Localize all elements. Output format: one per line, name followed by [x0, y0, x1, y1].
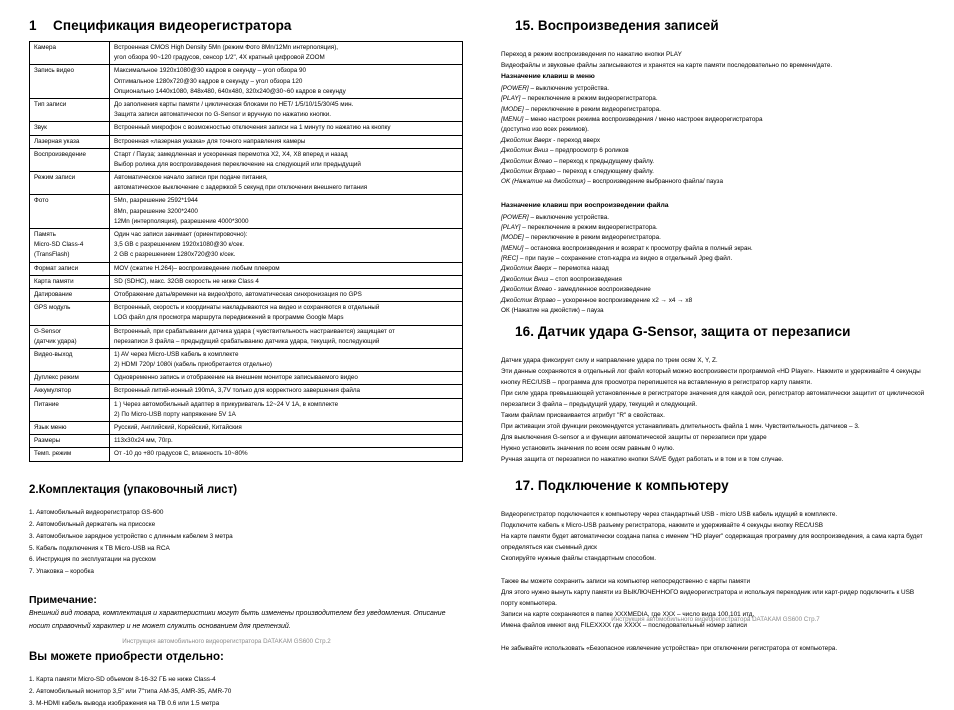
spec-row-key — [30, 398, 110, 421]
spec-value-line: Максимальное 1920x1080@30 кадров в секунду – угол обзора 90 — [114, 67, 306, 75]
key-binding-row — [501, 157, 930, 167]
spec-value-line: SD (SDHC), макс. 32GB скорость не ниже Class 4 — [114, 277, 259, 285]
section-2-title: Комплектация (упаковочный лист) — [38, 483, 238, 496]
body-line: Для этого нужно вынуть карту памяти из ВЫКЛЮЧЕННОГО видеорегистратора и используя переходник или карт-ридер подключить к USB порту компьютера. — [501, 588, 915, 607]
key-binding-row — [501, 105, 930, 115]
key-binding-row — [501, 115, 930, 125]
spec-value-line: До заполнения карты памяти / циклическая блоками по НЕТ/ 1/5/10/15/30/45 мин. — [114, 100, 354, 108]
spec-key-line: Размеры — [34, 437, 61, 445]
spec-value-line: 8Mn, разрешение 3200*2400 — [114, 207, 198, 215]
spec-row-key — [30, 135, 110, 148]
section-1-number: 1 — [29, 18, 37, 33]
spec-row-value — [110, 348, 463, 371]
spec-value-line: 2) По Micro-USB порту напряжение 5V 1A — [114, 410, 236, 418]
spec-key-line: Звук — [34, 124, 47, 132]
spec-value-line: Отображение даты/времени на видео/фото, автоматическая синхронизация по GPS — [114, 290, 362, 298]
right-page — [477, 0, 954, 675]
key-description: – ускоренное воспроизведение х2 → х4 → х8 — [555, 296, 693, 304]
body-line: Датчик удара фиксирует силу и направление удара по трем осям X, Y, Z. — [501, 357, 718, 365]
spec-value-line: 3,5 GB с разрешением 1920x1080@30 к/сек. — [114, 241, 245, 249]
spec-value-line: угол обзора 90~120 градусов, сенсор 1/2", 4X кратный цифровой ZOOM — [114, 54, 325, 62]
key-description: – переключение в режим видеорегистратора. — [520, 223, 658, 231]
intro-line: Видеофайлы и звуковые файлы записываются и хранятся на карте памяти последовательно по времени/дате. — [501, 62, 833, 70]
list-item: 7. Упаковка – коробка — [29, 568, 94, 576]
spec-value-line: 5Mn, разрешение 2592*1944 — [114, 197, 198, 205]
spec-value-line: Оптимальное 1280x720@30 кадров в секунду – угол обзора 120 — [114, 77, 303, 85]
spec-key-line: (TransFlash) — [34, 251, 70, 259]
spec-value-line: Опционально 1440x1080, 848x480, 640x480, 320x240@30~60 кадров в секунду — [114, 87, 346, 95]
spec-row-value — [110, 42, 463, 65]
key-binding-row — [501, 264, 930, 274]
spec-row — [30, 288, 463, 301]
menu-keys-heading: Назначение клавиш в меню — [501, 73, 595, 81]
spec-row-value — [110, 98, 463, 121]
key-description: – переключение в режим видеорегистратора. — [523, 105, 661, 113]
specification-table — [29, 41, 463, 462]
spec-value-line: 1 ) Через автомобильный адаптер в прикуриватель 12~24 V 1A, в комплекте — [114, 400, 339, 408]
body-line: Скопируйте нужные файлы стандартным способом. — [501, 554, 656, 562]
key-description: – меню настроек режима воспроизведения / меню настроек видеорегистратора — [523, 116, 763, 124]
key-binding-row — [501, 177, 930, 187]
key-binding-row — [501, 306, 930, 316]
left-page — [0, 0, 477, 707]
spec-key-line: Запись видео — [34, 67, 74, 75]
key-binding-row — [501, 167, 930, 177]
spec-key-line: (датчик удара) — [34, 337, 77, 345]
spec-value-line: Русский, Английский, Корейский, Китайския — [114, 424, 242, 431]
spec-row-value — [110, 372, 463, 385]
spec-row-key — [30, 195, 110, 229]
list-item: 5. Кабель подключения к ТВ Micro-USB на RCA — [29, 544, 170, 552]
spec-row — [30, 372, 463, 385]
spec-key-line: GPS модуль — [34, 304, 71, 312]
key-description: – переход к следующему файлу. — [555, 167, 654, 175]
left-page-footer: Инструкция автомобильного видеорегистратора DATAKAM GS600 Стр.2 — [122, 637, 331, 645]
spec-row-key — [30, 288, 110, 301]
body-line: Подключите кабель к Micro-USB разъему регистратора, нажмите и удерживайте 4 секунды кнопку REC/USB — [501, 521, 824, 529]
key-binding-row — [501, 223, 930, 233]
spec-row — [30, 448, 463, 461]
spec-row-value — [110, 172, 463, 195]
spec-row — [30, 385, 463, 398]
key-name: Джойстик Вправо — [501, 296, 556, 304]
spec-key-line: Формат записи — [34, 264, 79, 272]
spec-value-line: автоматическое выключение с задержкой 5 секунд при отключении внешнего питания — [114, 184, 368, 192]
spec-row-value — [110, 195, 463, 229]
key-binding-row — [501, 254, 930, 264]
playback-keys-heading: Назначение клавиш при воспроизведении файла — [501, 201, 669, 209]
spec-key-line: Темп. режим — [34, 450, 72, 458]
key-name: [POWER] — [501, 84, 529, 92]
key-description: – остановка воспроизведения и возврат к просмотру файла в полный экран. — [523, 244, 753, 252]
spec-row-key — [30, 302, 110, 325]
section-2-heading — [29, 482, 447, 499]
key-binding-row — [501, 296, 930, 306]
spec-value-line: перезаписи 3 файла – предыдущий срабатыванию датчика удара, текущий, последующий — [114, 337, 380, 345]
spec-row — [30, 348, 463, 371]
body-line: Нужно установить значения по всем осям равным 0 нулю. — [501, 445, 675, 453]
section-16-body — [501, 355, 930, 465]
spec-row-key — [30, 148, 110, 171]
spec-value-line: Встроенная «лазерная указка» для точного направления камеры — [114, 137, 306, 145]
spec-key-line: G-Sensor — [34, 327, 61, 335]
spec-row-value — [110, 435, 463, 448]
spec-key-line: Лазерная указа — [34, 137, 80, 145]
spec-key-line: Аккумулятор — [34, 387, 72, 395]
key-name: Джойстик Влево — [501, 286, 553, 294]
key-name: [PLAY] — [501, 95, 521, 103]
spec-row — [30, 172, 463, 195]
section-17-block-3 — [501, 643, 930, 654]
spec-row-key — [30, 435, 110, 448]
spec-value-line: Выбор ролика для воспроизведения переключение на следующий или предыдущий — [114, 160, 361, 168]
spec-value-line: Защита записи автоматически по G-Sensor и вручную по нажатию кнопки. — [114, 111, 332, 119]
spec-row — [30, 98, 463, 121]
spec-row — [30, 435, 463, 448]
spec-row-key — [30, 348, 110, 371]
section-1-title: Спецификация видеорегистратора — [53, 18, 292, 33]
key-description: – переключение в режим видеорегистратора. — [520, 95, 658, 103]
spec-row — [30, 122, 463, 135]
menu-keys-list — [501, 84, 930, 188]
note-body: Внешний вид товара, комплектация и характеристики могут быть изменены производителем без уведомления. Описание носит справочный характер и не может служить основанием для претензий. — [29, 610, 446, 630]
key-description: - переход вверх — [551, 136, 601, 144]
spec-key-line: Карта памяти — [34, 277, 74, 285]
spec-key-line: Камера — [34, 44, 57, 51]
spec-key-line: Язык меню — [34, 424, 67, 431]
spec-row-value — [110, 148, 463, 171]
key-binding-row — [501, 94, 930, 104]
spec-row-key — [30, 372, 110, 385]
spec-row-value — [110, 229, 463, 263]
spec-row-key — [30, 325, 110, 348]
optional-purchase-list — [29, 674, 447, 710]
key-name: [PLAY] — [501, 223, 521, 231]
spec-row — [30, 42, 463, 65]
spec-row — [30, 148, 463, 171]
spec-value-line: 1) AV через Micro-USB кабель в комплекте — [114, 350, 239, 358]
body-line: Имена файлов имеют вид FILEXXXX где XXXX – последовательный номер записи — [501, 621, 747, 629]
key-name: [MENU] — [501, 116, 524, 124]
spec-value-line: Встроенный литий-ионный 190mA, 3,7V только для корректного завершения файла — [114, 387, 361, 395]
spec-value-line: Встроенный, скорость и координаты накладываются на видео и сохраняются в отдельный — [114, 304, 380, 312]
key-binding-row — [501, 275, 930, 285]
spec-row — [30, 398, 463, 421]
key-name: Джойстик Вправо — [501, 167, 556, 175]
spec-key-line: Тип записи — [34, 100, 67, 108]
spec-value-line: Одновременно запись и отображение на внешнем мониторе записываемого видео — [114, 374, 358, 382]
key-description: – предпросмотр 6 роликов — [548, 147, 629, 155]
body-line: Также вы можете сохранить записи на компьютер непосредственно с карты памяти — [501, 577, 751, 585]
spec-row-value — [110, 422, 463, 435]
spec-value-line: Автоматическое начало записи при подаче питания, — [114, 174, 268, 182]
spec-row — [30, 422, 463, 435]
spec-row-value — [110, 288, 463, 301]
body-line: Не забывайте использовать «Безопасное извлечение устройства» при отключении регистратора от компьютера. — [501, 644, 838, 652]
list-item: 3. M-HDMI кабель вывода изображения на ТВ 0.6 или 1.5 метра — [29, 699, 220, 707]
key-description: – переключение в режим видеорегистратора. — [523, 234, 661, 242]
key-name: [MODE] — [501, 105, 524, 113]
body-line: Эти данные сохраняются в отдельный лог файл который можно воспроизвести программой «HD Player». Нажмите и удерживайте 4 секунды кнопку REC/USB – программа для просмотра перепишется на вставленную в регистратор карту памяти. — [501, 368, 921, 387]
key-description: - замедленное воспроизведение — [552, 286, 651, 294]
spec-row-value — [110, 398, 463, 421]
key-name: [POWER] — [501, 213, 529, 221]
spec-key-line: Питание — [34, 400, 59, 408]
key-name: OK (Нажатие на джойстик) — [501, 178, 586, 186]
body-line: На карте памяти будет автоматически создана папка с именем "HD player" содержащая программу для воспроизведения, а сама карта будет определяться как съемный диск — [501, 532, 923, 551]
body-line: Таким файлам присваивается атрибут "R" в свойствах. — [501, 412, 665, 420]
note-heading: Примечание: — [29, 594, 97, 607]
body-line: Записи на карте сохраняются в папке XXXMEDIA, где XXX – число вида 100,101 итд. — [501, 610, 755, 618]
key-binding-row — [501, 244, 930, 254]
key-name: Джойстик Вниз — [501, 275, 549, 283]
key-binding-row — [501, 213, 930, 223]
specification-table-body — [30, 42, 463, 462]
body-line: При силе удара превышающей установленные в регистраторе значения для каждой оси, регистратор автоматически защитит от циклической перезаписи 3 файла – предыдущий удару, текущий и следующий. — [501, 390, 925, 409]
section-15-heading: 15. Воспроизведения записей — [515, 18, 719, 33]
section-17-block-1 — [501, 509, 930, 564]
spec-value-line: 12Mn (интерполяция), разрешение 4000*3000 — [114, 217, 249, 225]
spec-value-line: Встроенный, при срабатывании датчика удара ( чувствительность настраивается) защищает от — [114, 327, 395, 335]
body-line: Видеорегистратор подключается к компьютеру через стандартный USB - micro USB кабель идущий в комплекте. — [501, 510, 838, 518]
body-line: При активации этой функции рекомендуется устанавливать длительность файла 1 мин. Чувствительность датчиков – 3. — [501, 423, 860, 431]
spec-row-key — [30, 229, 110, 263]
spec-row-key — [30, 448, 110, 461]
spec-value-line: 2 GB с разрешением 1280x720@30 к/сек. — [114, 251, 236, 259]
section-15-intro — [501, 49, 930, 71]
key-description: ОК (Нажатие на джойстик) – пауза — [501, 306, 604, 314]
spec-key-line: Воспроизведение — [34, 150, 86, 158]
intro-line: Переход в режим воспроизведения по нажатию кнопки PLAY — [501, 51, 682, 58]
key-binding-row — [501, 146, 930, 156]
key-description: – воспроизведение выбранного файла/ пауза — [585, 178, 724, 186]
spec-value-line: 113х30х24 мм, 70гр. — [114, 437, 173, 445]
spec-row — [30, 262, 463, 275]
key-binding-row — [501, 84, 930, 94]
list-item: 2. Автомобильный держатель на присоске — [29, 520, 156, 528]
spec-value-line: Встроенная CMOS High Density 5Mn (режим Фото 8Mn/12Mn интерполяция), — [114, 44, 339, 51]
key-binding-row — [501, 125, 930, 135]
list-item: 2. Автомобильный монитор 3,5" или 7"типа AM-35, AMR-35, AMR-70 — [29, 687, 232, 695]
spec-row-key — [30, 275, 110, 288]
spec-row-key — [30, 262, 110, 275]
key-binding-row — [501, 136, 930, 146]
spec-key-line: Фото — [34, 197, 49, 205]
section-1-heading — [29, 18, 447, 33]
spec-row-key — [30, 42, 110, 65]
key-name: Джойстик Вверх — [501, 265, 552, 273]
key-name: [MODE] — [501, 234, 524, 242]
key-binding-row — [501, 233, 930, 243]
key-name: Джойстик Вниз — [501, 147, 549, 155]
spec-row-key — [30, 422, 110, 435]
key-name: [MENU] — [501, 244, 524, 252]
spec-row-value — [110, 325, 463, 348]
key-description: (доступно изо всех режимов). — [501, 126, 589, 134]
spec-row-value — [110, 122, 463, 135]
section-16-heading: 16. Датчик удара G-Sensor, защита от перезаписи — [515, 324, 851, 340]
right-page-footer: Инструкция автомобильного видеорегистратора DATAKAM GS600 Стр.7 — [611, 615, 820, 623]
spec-key-line: Micro-SD Class-4 — [34, 241, 84, 249]
spec-row — [30, 275, 463, 288]
playback-keys-list — [501, 213, 930, 317]
spec-row-value — [110, 65, 463, 99]
spec-row-key — [30, 122, 110, 135]
spec-value-line: Один час записи занимает (ориентировочно): — [114, 231, 248, 238]
spec-row — [30, 229, 463, 263]
spec-value-line: LOG файл для просмотра маршрута передвижений в программе Google Maps — [114, 314, 344, 322]
spec-key-line: Дуплекс режим — [34, 374, 79, 382]
spec-row-value — [110, 302, 463, 325]
spec-row-key — [30, 98, 110, 121]
spec-key-line: Память — [34, 231, 56, 238]
spec-row — [30, 325, 463, 348]
list-item: 1. Автомобильный видеорегистратор GS-600 — [29, 508, 164, 516]
spec-row — [30, 302, 463, 325]
key-name: [REC] — [501, 255, 519, 263]
key-description: – перемотка назад — [551, 265, 609, 273]
package-contents-list — [29, 507, 447, 578]
key-description: – выключение устройства. — [528, 213, 610, 221]
spec-value-line: От -10 до +80 градусов С, влажность 10~80% — [114, 450, 248, 458]
section-17-heading: 17. Подключение к компьютеру — [515, 477, 729, 493]
spec-row-key — [30, 65, 110, 99]
key-description: – переход к предыдущему файлу. — [552, 157, 655, 165]
spec-row — [30, 65, 463, 99]
spec-row — [30, 135, 463, 148]
optional-purchase-heading: Вы можете приобрести отдельно: — [29, 650, 224, 663]
spec-value-line: Старт / Пауза; замедленная и ускоренная перемотка X2, X4, X8 вперед и назад — [114, 150, 348, 158]
key-binding-row — [501, 285, 930, 295]
spec-value-line: Встроенный микрофон с возможностью отключения записи на 1 минуту по нажатию на кнопку — [114, 124, 391, 132]
spec-key-line: Датирование — [34, 290, 73, 298]
key-name: Джойстик Влево — [501, 157, 553, 165]
key-name: Джойстик Вверх — [501, 136, 552, 144]
key-description: – стоп воспроизведения — [548, 275, 622, 283]
spec-value-line: MOV (сжатие H.264)– воспроизведение любым плеером — [114, 264, 280, 272]
section-2-number: 2. — [29, 483, 39, 496]
spec-row-value — [110, 275, 463, 288]
spec-key-line: Режим записи — [34, 174, 76, 182]
body-line: Ручная защита от перезаписи по нажатию кнопки SAVE будет работать и в том и в том случае. — [501, 456, 784, 464]
list-item: 6. Инструкция по эксплуатации на русском — [29, 556, 156, 564]
spec-row-value — [110, 262, 463, 275]
body-line: Для выключения G-sensor a и функции автоматической защиты от перезаписи при ударе — [501, 434, 767, 442]
spec-row-key — [30, 385, 110, 398]
spec-row-value — [110, 135, 463, 148]
spec-row-value — [110, 385, 463, 398]
key-description: – выключение устройства. — [528, 84, 610, 92]
spec-value-line: 2) HDMI 720p/ 1080i (кабель приобретается отдельно) — [114, 361, 272, 369]
key-description: – при паузе – сохранение стоп-кадра из видео в отдельный Jpeg файл. — [518, 255, 733, 263]
spec-row-value — [110, 448, 463, 461]
list-item: 1. Карта памяти Micro-SD объемом 8-16-32 ГБ не ниже Class-4 — [29, 676, 216, 683]
spec-key-line: Видео-выход — [34, 350, 73, 358]
spec-row — [30, 195, 463, 229]
spec-row-key — [30, 172, 110, 195]
list-item: 3. Автомобильное зарядное устройство с длинным кабелем 3 метра — [29, 532, 233, 540]
